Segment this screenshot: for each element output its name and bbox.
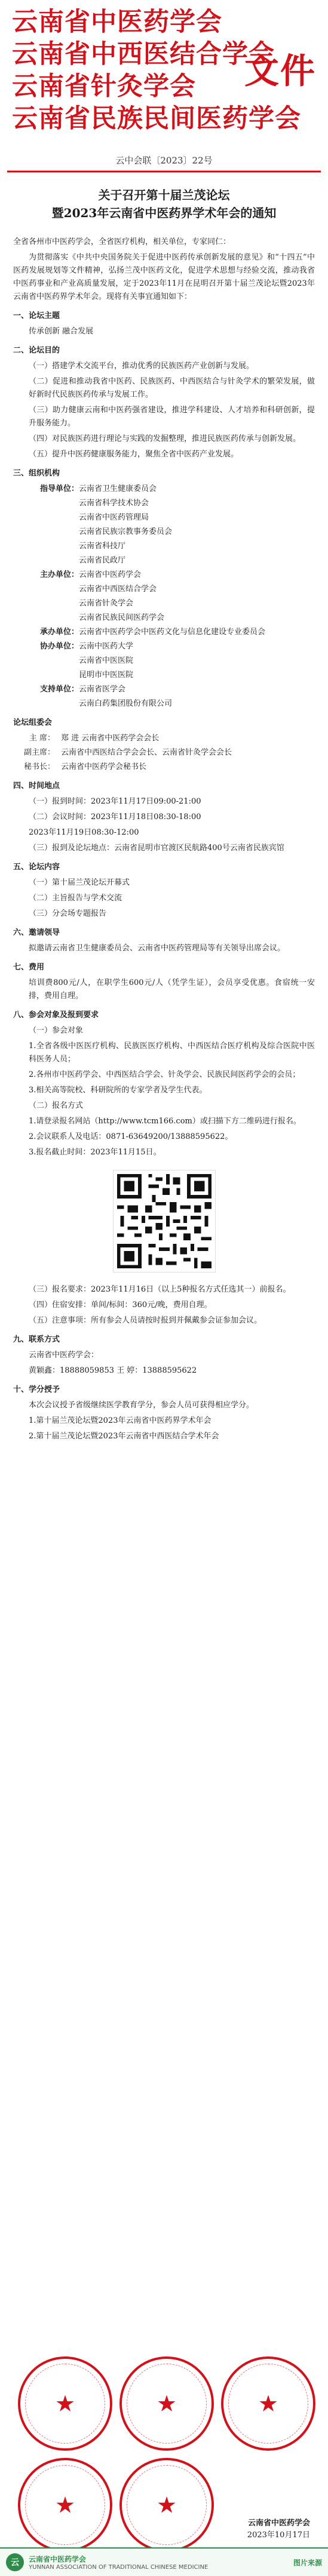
register-item: （二）报名方式: [29, 1101, 84, 1110]
content-item: （一）第十届兰茂论坛开幕式: [29, 878, 130, 887]
page-footer: [0, 2547, 328, 2576]
document-suffix: 文件: [244, 51, 316, 91]
title-line-2: 暨2023年云南省中医药界学术年会的通知: [51, 206, 277, 220]
section-heading: 五、论坛内容: [13, 863, 60, 872]
org-value: 云南省民族民间医药学会: [79, 613, 165, 622]
time-item: 2023年11月19日08:30-12:00: [29, 828, 139, 837]
theme-text: 传承创新 融合发展: [29, 327, 94, 336]
org-value: 云南省中医药学会中医药文化与信息化建设专业委员会: [79, 628, 266, 637]
section-heading: 论坛组委会: [13, 718, 53, 727]
intro-paragraph: 为贯彻落实《中共中央国务院关于促进中医药传承创新发展的意见》和“十四五”中医药发展规划等文件精神，弘扬兰茂中医药文化，促进学术思想与经验交流，推动我省中医药事业和产业高质量发展，定于2023年11月在昆明召开第十届兰茂论坛暨2023年云南省中医药界学术年会。现将有关事宜通知如下：: [13, 253, 315, 301]
letterhead: [7, 7, 321, 150]
qr-code-icon: [114, 1170, 215, 1272]
org-name-2: 云南省中西医结合学会: [12, 39, 275, 69]
org-row: [13, 483, 315, 496]
signing-date: 2023年10月17日: [247, 2531, 310, 2540]
after-qr-item: （五）注意事项：所有参会人员请按时报到并佩戴参会证参加会议。: [29, 1316, 262, 1325]
contact-phones: 黄颖鑫：18888059853 王 婷：13888595622: [29, 1366, 197, 1375]
credits-text: 本次会议授予省级继续医学教育学分，参会人员可获得相应学分。: [29, 1401, 255, 1410]
star-icon: ★: [54, 2390, 76, 2417]
committee-member: [13, 732, 315, 745]
member-role: 云南省中西医结合学会会长、云南省针灸学会会长: [61, 748, 232, 757]
org-value: 云南白药集团股份有限公司: [79, 699, 173, 708]
notice-title: [0, 186, 328, 222]
section-heading: 一、论坛主题: [13, 311, 60, 320]
org-value: 云南省中西医结合学会: [79, 585, 157, 594]
org-name-1: 云南省中医药学会: [12, 7, 222, 37]
org-value: 云南省科技厅: [79, 542, 126, 551]
section-heading: 九、联系方式: [13, 1335, 60, 1344]
register-item: 3.报名截止时间：2023年11月15日。: [29, 1148, 161, 1157]
section-heading: 十、学分授予: [13, 1385, 60, 1394]
notice-body: [13, 236, 315, 1445]
official-seals: [0, 2356, 328, 2518]
org-row: [13, 640, 315, 653]
org-name-3: 云南省针灸学会: [12, 72, 196, 101]
org-label: 承办单位：: [39, 628, 79, 637]
org-label: 主办单位：: [39, 570, 79, 579]
credits-item: 1.第十届兰茂论坛暨2023年云南省中医药界学术年会: [29, 1416, 211, 1425]
org-value: 云南省中医药学会: [79, 570, 142, 579]
register-item: 2.各州市中医药学会、中西医结合学会、针灸学会、民族民间医药学会的会员；: [29, 1070, 301, 1079]
seal-stamp: [18, 2356, 112, 2451]
venue-item: （三）报到及论坛地点：云南省昆明市官渡区民航路400号云南省民族宾馆: [29, 844, 284, 853]
member-title: 副主席：: [23, 748, 55, 757]
star-icon: ★: [156, 2390, 177, 2417]
star-icon: ★: [54, 2492, 76, 2518]
footer-source-link[interactable]: 图片来源: [293, 2558, 322, 2567]
seal-stamp: [119, 2356, 214, 2451]
purpose-item: （五）提升中医药健康服务能力，聚焦全省中医药产业发展。: [29, 450, 239, 459]
content-item: （三）分会场专题报告: [29, 909, 107, 918]
org-value: 云南省科学技术协会: [79, 499, 149, 508]
org-name-4: 云南省民族民间医药学会: [12, 104, 301, 134]
footer-org-name: 云南省中医药学会: [29, 2555, 87, 2563]
fee-text: 培训费800元/人，在职学生600元/人（凭学生证），会员享受优惠。食宿统一安排，费用自理。: [29, 978, 315, 1000]
credits-item: 2.第十届兰茂论坛暨2023年云南省中西医结合学术年会: [29, 1432, 219, 1441]
red-divider: [7, 171, 321, 172]
invite-text: 拟邀请云南省卫生健康委员会、云南省中医药管理局等有关领导出席会议。: [29, 944, 286, 953]
section-heading: 四、时间地点: [13, 782, 60, 790]
section-heading: 三、组织机构: [13, 469, 60, 478]
footer-org-english: YUNNAN ASSOCIATION OF TRADITIONAL CHINESE MEDICINE: [29, 2564, 209, 2571]
member-title: 主 席：: [29, 734, 55, 743]
org-label: 支持单位：: [39, 685, 79, 694]
org-row: [13, 569, 315, 582]
registration-qr-code[interactable]: [113, 1170, 216, 1272]
purpose-item: （一）搭建学术交流平台，推动优秀的民族医药产业创新与发展。: [29, 362, 255, 370]
org-value: 云南省民政厅: [79, 556, 126, 565]
time-item: （一）报到时间：2023年11月17日09:00-21:00: [29, 797, 201, 806]
org-value: 云南省中医医院: [79, 656, 134, 665]
section-heading: 八、参会对象及报到要求: [13, 1011, 99, 1020]
star-icon: ★: [156, 2492, 177, 2518]
after-qr-item: （四）住宿安排：单间/标间：360元/晚，费用自理。: [29, 1301, 212, 1309]
section-heading: 七、费用: [13, 963, 45, 972]
seal-stamp: [221, 2356, 315, 2451]
footer-org: [29, 2554, 208, 2571]
after-qr-item: （三）报名要求：2023年11月16日（以上5种报名方式任选其一）前报名。: [29, 1285, 291, 1294]
qr-container: [13, 1170, 315, 1272]
org-row: [13, 683, 315, 696]
star-icon: ★: [258, 2390, 279, 2417]
register-item: 2.会议联系人及电话：0871-63649200/13888595622。: [29, 1132, 233, 1141]
org-value: 云南省医学会: [79, 685, 126, 694]
time-item: （二）会议时间：2023年11月18日08:30-18:00: [29, 813, 201, 821]
member-role: 云南省中医药学会秘书长: [61, 762, 147, 771]
title-line-1: 关于召开第十届兰茂论坛: [98, 188, 230, 202]
section-heading: 二、论坛目的: [13, 346, 60, 355]
org-label: 协办单位：: [39, 642, 79, 651]
org-value: 云南省中医药管理局: [79, 513, 149, 522]
org-label: 指导单位：: [39, 484, 79, 493]
purpose-item: （四）对民族医药进行理论与实践的发掘整理，推进民族医药传承与创新发展。: [29, 434, 301, 443]
salutation: 全省各州市中医药学会，全省医疗机构，相关单位，专家同仁：: [13, 237, 231, 246]
association-logo-icon: 云: [6, 2553, 24, 2571]
purpose-item: （二）促进和推动我省中医药、民族医药、中西医结合与针灸学术的繁荣发展，做好新时代民族医药传承与发展工作。: [29, 377, 315, 399]
register-item: 3.相关高等院校、科研院所的专家学者及学生代表。: [29, 1086, 207, 1095]
purpose-item: （三）助力健康云南和中医药强省建设，推进学科建设、人才培养和科研创新，提升服务能力。: [29, 406, 315, 428]
register-item: 1.全省各级中医医疗机构、民族医医疗机构、中西医结合医疗机构及综合医院中医科医务人员；: [29, 1042, 315, 1064]
signature-block: [0, 2518, 310, 2541]
member-role: 郑 进 云南省中医药学会会长: [61, 734, 160, 743]
register-item: （一）参会对象: [29, 1026, 84, 1035]
org-value: 云南中医药大学: [79, 642, 134, 651]
org-row: [13, 626, 315, 639]
reference-number: 云中会联〔2023〕22号: [115, 155, 213, 166]
committee-member: [13, 761, 315, 774]
member-title: 秘书长：: [23, 762, 55, 771]
org-value: 云南省民族宗教事务委员会: [79, 527, 173, 536]
org-value: 云南省卫生健康委员会: [79, 484, 157, 493]
org-value: 昆明市中医医院: [79, 671, 134, 679]
committee-member: [13, 746, 315, 759]
section-heading: 六、邀请领导: [13, 928, 60, 937]
org-value: 云南省针灸学会: [79, 599, 134, 608]
signing-org: 云南省中医药学会: [247, 2519, 310, 2528]
content-item: （二）主旨报告与学术交流: [29, 894, 122, 903]
register-item: 1.请登录报名网站（http://www.tcm166.com）或扫描下方二维码进行报名。: [29, 1117, 301, 1126]
contact-org: 云南省中医药学会：: [29, 1351, 99, 1360]
